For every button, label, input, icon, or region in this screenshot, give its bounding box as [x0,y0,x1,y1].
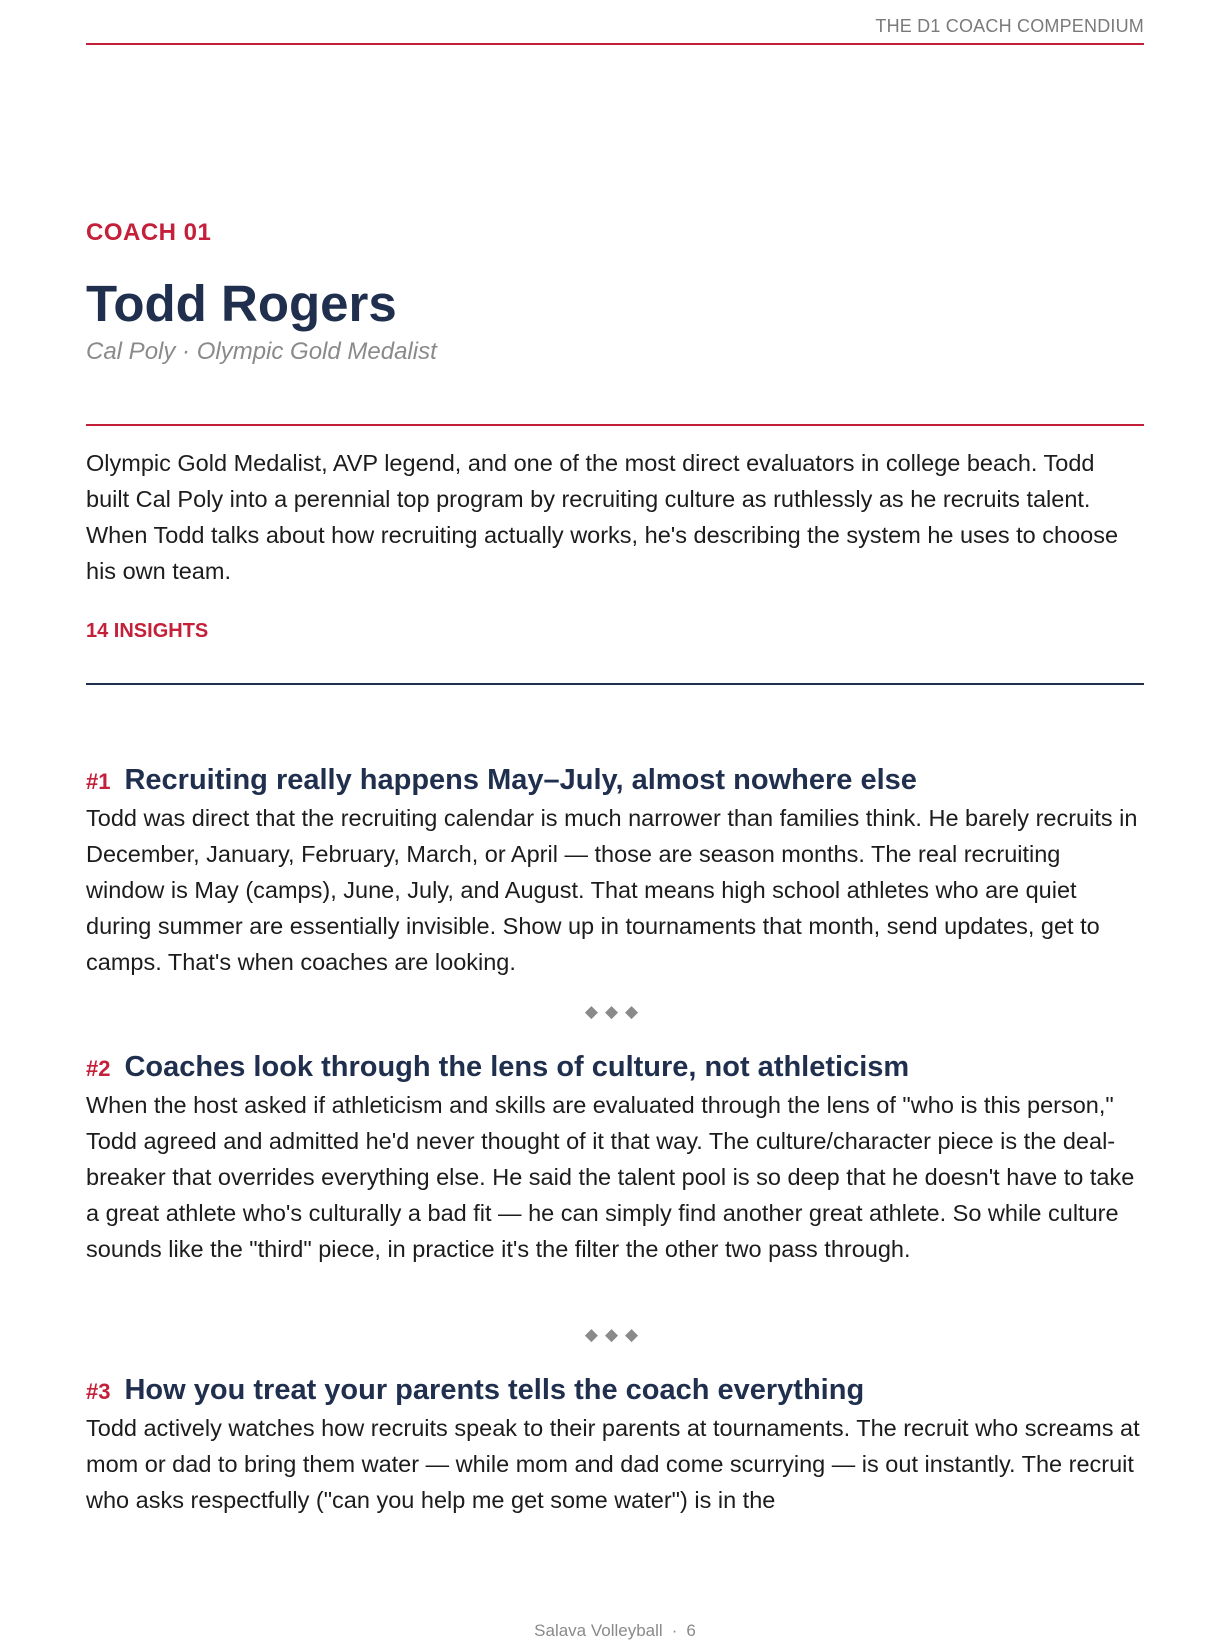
insight-item [86,1370,1144,1518]
coach-subtitle: Cal Poly · Olympic Gold Medalist [86,338,437,365]
footer-separator: · [671,1621,678,1640]
insight-heading [86,1370,1144,1410]
page-number: 6 [686,1621,696,1640]
page-footer [86,1621,1144,1641]
insight-count: 14 INSIGHTS [86,620,209,642]
diamond-divider: ◆◆◆ [584,1002,646,1021]
diamond-divider: ◆◆◆ [584,1325,646,1344]
insight-item [86,1047,1144,1267]
insight-number: #3 [86,1379,111,1404]
header-rule [86,43,1144,45]
document-page [86,0,1144,1640]
section-rule [86,424,1144,426]
insights-rule [86,683,1144,685]
coach-name: Todd Rogers [86,275,397,332]
coach-bio: Olympic Gold Medalist, AVP legend, and one of the most direct evaluators in college beach. Todd built Cal Poly into a perennial top program by recruiting culture as ruthlessly as he recruits talent. When Todd talks about how recruiting actually works, he's describing the system he uses to choose his own team. [86,450,1119,584]
running-header: THE D1 COACH COMPENDIUM [875,16,1144,36]
insight-body: Todd was direct that the recruiting calendar is much narrower than families think. He barely recruits in December, January, February, March, or April — those are season months. The real recruiting window is May (camps), June, July, and August. That means high school athletes who are quiet during summer are essentially invisible. Show up in tournaments that month, send updates, get to camps. That's when coaches are looking. [86,805,1138,975]
insight-body: Todd actively watches how recruits speak to their parents at tournaments. The recruit who screams at mom or dad to bring them water — while mom and dad come scurrying — is out instantly. The recruit who asks respectfully ("can you help me get some water") is in the [86,1415,1140,1513]
coach-eyebrow: COACH 01 [86,219,212,246]
insight-body: When the host asked if athleticism and skills are evaluated through the lens of "who is this person," Todd agreed and admitted he'd never thought of it that way. The culture/character piece is the deal-breaker that overrides everything else. He said the talent pool is so deep that he doesn't have to take a great athlete who's culturally a bad fit — he can simply find another great athlete. So while culture sounds like the "third" piece, in practice it's the filter the other two pass through. [86,1092,1135,1262]
insight-item [86,760,1144,980]
insight-number: #1 [86,769,111,794]
insight-heading [86,1047,1144,1087]
insight-number: #2 [86,1056,111,1081]
insight-heading [86,760,1144,800]
insight-title: How you treat your parents tells the coach everything [124,1374,865,1406]
footer-brand: Salava Volleyball [534,1621,663,1640]
insight-title: Coaches look through the lens of culture, not athleticism [124,1051,910,1083]
insight-title: Recruiting really happens May–July, almost nowhere else [124,764,917,796]
